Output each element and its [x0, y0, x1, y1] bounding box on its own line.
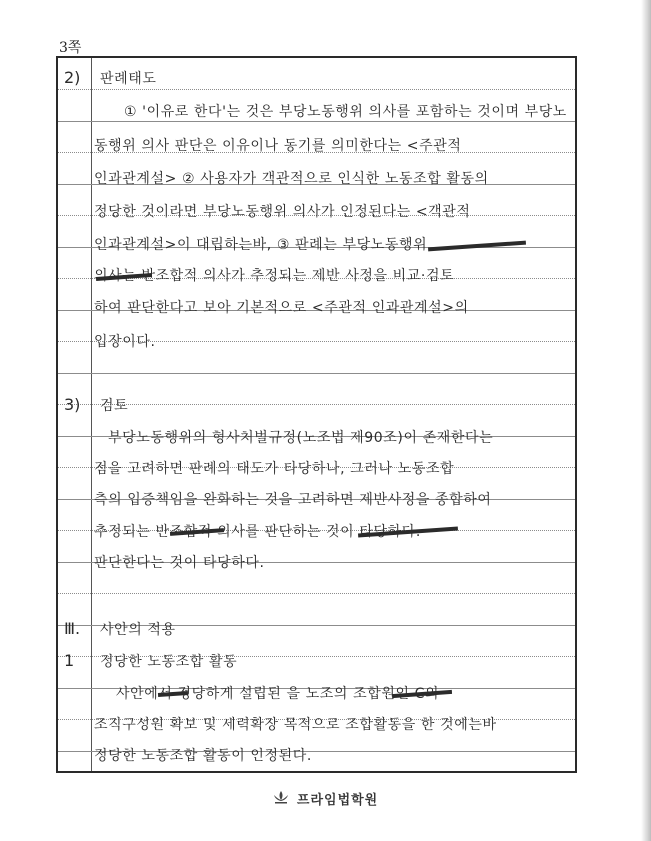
handwritten-line: 점을 고려하면 판례의 태도가 타당하나, 그러나 노동조합	[94, 461, 455, 477]
handwritten-line: 사안에서 정당하게 설립된 을 노조의 조합원인 C의	[116, 686, 440, 702]
handwritten-line: 동행위 의사 판단은 이유이나 동기를 의미한다는 <주관적	[94, 138, 462, 154]
handwritten-line: 측의 입증책임을 완화하는 것을 고려하면 제반사정을 종합하여	[94, 492, 492, 508]
handwritten-line: 인과관계설>이 대립하는바, ③ 판례는 부당노동행위	[94, 237, 428, 253]
handwritten-line: 정당한 노동조합 활동이 인정된다.	[94, 748, 312, 764]
section-heading: 검토	[100, 398, 129, 414]
handwritten-line: 추정되는 반조합적 의사를 판단하는 것이 타당하다.	[94, 524, 421, 540]
handwritten-line: 인과관계설> ② 사용자가 객관적으로 인식한 노동조합 활동의	[94, 171, 489, 187]
lotus-icon	[273, 790, 289, 808]
publisher-name: 프라임법학원	[296, 793, 379, 808]
handwritten-line: 조직구성원 확보 및 세력확장 목적으로 조합활동을 한 것에는바	[94, 717, 497, 733]
handwritten-line: 하여 판단한다고 보아 기본적으로 <주관적 인과관계설>의	[94, 300, 469, 316]
ruled-line	[58, 404, 575, 405]
handwritten-line: 판단한다는 것이 타당하다.	[94, 555, 265, 571]
section-marker: 3)	[64, 395, 81, 414]
page-number: 3쪽	[59, 40, 82, 56]
handwritten-line: 부당노동행위의 형사처벌규정(노조법 제90조)이 존재한다는	[108, 430, 494, 446]
handwritten-line: 입장이다.	[94, 334, 156, 350]
section-heading: 정당한 노동조합 활동	[100, 654, 238, 670]
handwritten-line: 의사는 반조합적 의사가 추정되는 제반 사정을 비교·검토	[94, 268, 455, 284]
ruled-line	[58, 89, 575, 90]
section-heading: 판례태도	[100, 71, 157, 87]
footer	[0, 789, 651, 808]
handwritten-line: 정당한 것이라면 부당노동행위 의사가 인정된다는 <객관적	[94, 204, 471, 220]
section-heading: 사안의 적용	[100, 622, 176, 638]
section-marker: 1	[64, 651, 75, 670]
lined-writing-sheet	[56, 56, 577, 773]
page-binding-shadow	[641, 0, 651, 841]
ruled-line	[58, 373, 575, 374]
handwritten-line: ① '이유로 한다'는 것은 부당노동행위 의사를 포함하는 것이며 부당노	[124, 104, 567, 120]
section-marker: 2)	[64, 68, 81, 87]
section-marker: Ⅲ.	[64, 619, 81, 638]
margin-line	[91, 58, 92, 771]
ruled-line	[58, 593, 575, 594]
